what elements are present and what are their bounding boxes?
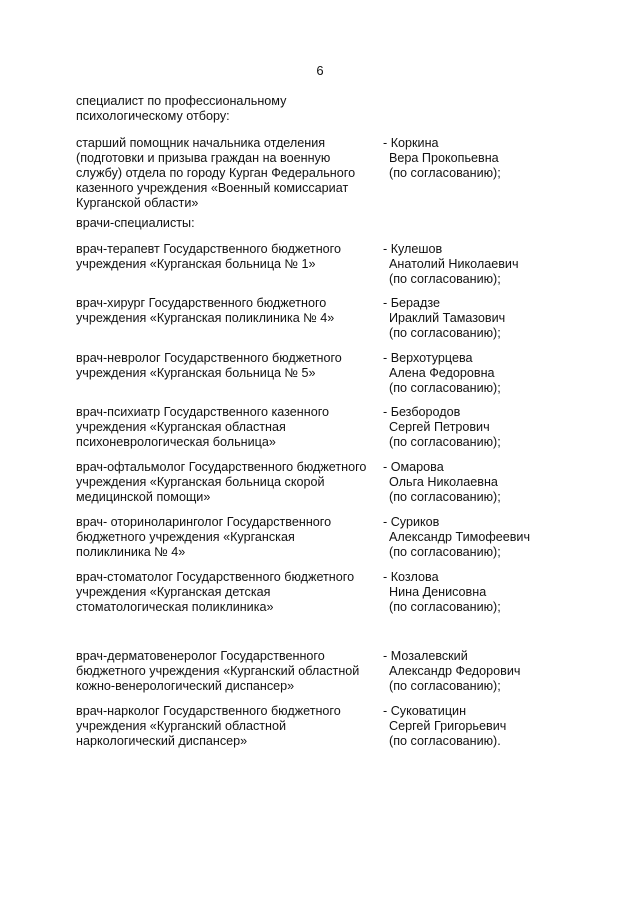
position-line: наркологический диспансер» xyxy=(76,734,248,748)
member-given-names: Вера Прокопьевна xyxy=(389,151,499,165)
member-note: (по согласованию); xyxy=(389,679,501,693)
position-line: врач-нарколог Государственного бюджетного xyxy=(76,704,341,718)
member-surname: - Мозалевский xyxy=(383,649,468,663)
member-name xyxy=(383,136,603,181)
member-given-names: Александр Федорович xyxy=(389,664,521,678)
member-position xyxy=(76,570,378,615)
position-line: учреждения «Курганский областной xyxy=(76,719,287,733)
member-surname: - Безбородов xyxy=(383,405,461,419)
member-position xyxy=(76,405,378,450)
position-line: учреждения «Курганская детская xyxy=(76,585,271,599)
member-note: (по согласованию); xyxy=(389,600,501,614)
position-line: службу) отдела по городу Курган Федерального xyxy=(76,166,356,180)
member-given-names: Сергей Григорьевич xyxy=(389,719,507,733)
member-surname: - Суковатицин xyxy=(383,704,467,718)
position-line: врач-терапевт Государственного бюджетного xyxy=(76,242,341,256)
position-line: учреждения «Курганская больница № 1» xyxy=(76,257,316,271)
member-surname: - Верхотурцева xyxy=(383,351,473,365)
member-surname: - Козлова xyxy=(383,570,439,584)
member-name xyxy=(383,460,603,505)
member-position xyxy=(76,649,378,694)
position-line: врач- оториноларинголог Государственного xyxy=(76,515,332,529)
member-note: (по согласованию); xyxy=(389,326,501,340)
member-position xyxy=(76,704,378,749)
position-line: врач-дерматовенеролог Государственного xyxy=(76,649,325,663)
member-name xyxy=(383,649,603,694)
member-note: (по согласованию); xyxy=(389,435,501,449)
position-line: казенного учреждения «Военный комиссариат xyxy=(76,181,349,195)
section-heading: врачи-специалисты: xyxy=(76,216,195,230)
position-line: старший помощник начальника отделения xyxy=(76,136,326,150)
position-line: бюджетного учреждения «Курганская xyxy=(76,530,295,544)
member-position xyxy=(76,296,378,326)
member-given-names: Ольга Николаевна xyxy=(389,475,498,489)
member-surname: - Омарова xyxy=(383,460,444,474)
member-position xyxy=(76,515,378,560)
member-position xyxy=(76,460,378,505)
position-line: Курганской области» xyxy=(76,196,199,210)
position-line: учреждения «Курганская областная xyxy=(76,420,286,434)
member-name xyxy=(383,351,603,396)
position-line: кожно-венерологический диспансер» xyxy=(76,679,295,693)
member-given-names: Сергей Петрович xyxy=(389,420,490,434)
position-line: психоневрологическая больница» xyxy=(76,435,276,449)
intro-line: специалист по профессиональному xyxy=(76,94,287,108)
position-line: медицинской помощи» xyxy=(76,490,211,504)
member-given-names: Ираклий Тамазович xyxy=(389,311,506,325)
member-given-names: Александр Тимофеевич xyxy=(389,530,531,544)
member-name xyxy=(383,296,603,341)
position-line: учреждения «Курганская больница скорой xyxy=(76,475,325,489)
member-given-names: Алена Федоровна xyxy=(389,366,495,380)
member-name xyxy=(383,515,603,560)
position-line: врач-хирург Государственного бюджетного xyxy=(76,296,327,310)
page-number: 6 xyxy=(316,63,324,78)
member-surname: - Берадзе xyxy=(383,296,440,310)
member-note: (по согласованию); xyxy=(389,545,501,559)
member-surname: - Коркина xyxy=(383,136,439,150)
member-name xyxy=(383,242,603,287)
position-line: учреждения «Курганская поликлиника № 4» xyxy=(76,311,335,325)
member-note: (по согласованию). xyxy=(389,734,501,748)
intro-line: психологическому отбору: xyxy=(76,109,230,123)
position-line: врач-офтальмолог Государственного бюджетного xyxy=(76,460,367,474)
member-position xyxy=(76,242,378,272)
position-line: врач-стоматолог Государственного бюджетного xyxy=(76,570,355,584)
member-given-names: Анатолий Николаевич xyxy=(389,257,519,271)
member-given-names: Нина Денисовна xyxy=(389,585,487,599)
member-surname: - Суриков xyxy=(383,515,440,529)
position-line: врач-психиатр Государственного казенного xyxy=(76,405,330,419)
position-line: врач-невролог Государственного бюджетного xyxy=(76,351,342,365)
member-surname: - Кулешов xyxy=(383,242,443,256)
member-note: (по согласованию); xyxy=(389,272,501,286)
position-line: учреждения «Курганская больница № 5» xyxy=(76,366,316,380)
member-name xyxy=(383,405,603,450)
member-position xyxy=(76,351,378,381)
member-note: (по согласованию); xyxy=(389,166,501,180)
position-line: (подготовки и призыва граждан на военную xyxy=(76,151,331,165)
position-line: бюджетного учреждения «Курганский областной xyxy=(76,664,360,678)
member-name xyxy=(383,704,603,749)
member-note: (по согласованию); xyxy=(389,490,501,504)
position-line: поликлиника № 4» xyxy=(76,545,186,559)
position-line: стоматологическая поликлиника» xyxy=(76,600,274,614)
member-name xyxy=(383,570,603,615)
member-note: (по согласованию); xyxy=(389,381,501,395)
member-position xyxy=(76,136,378,211)
